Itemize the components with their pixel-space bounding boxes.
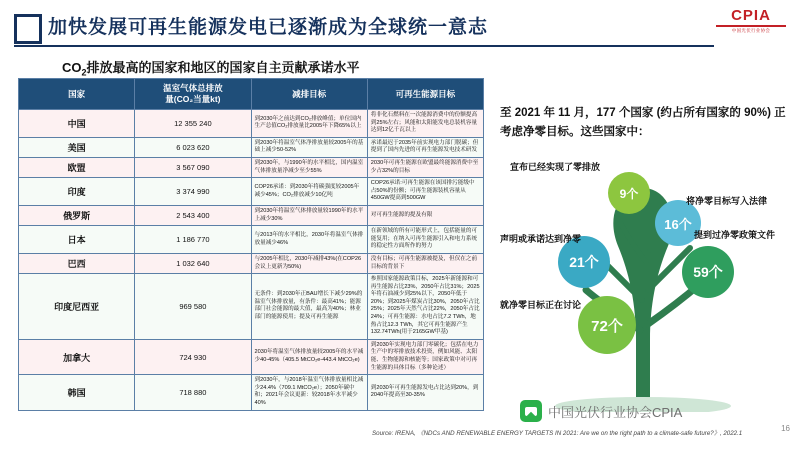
net-zero-tree-graphic bbox=[500, 150, 792, 412]
cell-cut: COP26承诺：到2030年将碳强度较2005年减少45%；CO₂排放减少10亿吨 bbox=[251, 178, 367, 206]
table-header-row bbox=[19, 79, 484, 110]
watermark-text: 中国光伏行业协会CPIA bbox=[548, 404, 683, 420]
cell-emissions: 12 355 240 bbox=[135, 110, 251, 138]
cell-country: 中国 bbox=[19, 110, 135, 138]
cell-renew: 承诺最迟于2035年前实现电力部门脱碳；但提到了国内先进的可再生能源发电技术研发 bbox=[367, 137, 483, 157]
col-emissions-l2: 量(CO₂当量kt) bbox=[165, 94, 221, 104]
table-title-post: 排放最高的国家和地区的国家自主贡献承诺水平 bbox=[86, 60, 360, 75]
cell-renew: 在新领域的所有可能形式上，包括能量的可能复用；在纳入可再生能源引入和电力系统的稳定性方面所作的努力 bbox=[367, 226, 483, 254]
cell-cut: 到2030年将温室气体净排放量较2005年的基础上减少50-52% bbox=[251, 137, 367, 157]
cell-renew: 2030年可再生能源在欧盟最终能源消费中至少占32%的目标 bbox=[367, 157, 483, 177]
table-row bbox=[19, 157, 484, 177]
col-renew-label: 可再生能源目标 bbox=[395, 88, 456, 99]
bubble-value: 9个 bbox=[619, 186, 639, 201]
table-body bbox=[19, 110, 484, 411]
cell-cut: 无条件：到2030年正BAU增长下减少29%的温室气体排放量，有条件：最高41%；能源部门社会能源的最大值，最高为40%；林业部门的能源使用；提及可再生能源 bbox=[251, 274, 367, 340]
cell-emissions: 718 880 bbox=[135, 375, 251, 410]
col-cut-label: 减排目标 bbox=[292, 88, 327, 99]
cell-country: 印度 bbox=[19, 178, 135, 206]
cell-emissions: 724 930 bbox=[135, 339, 251, 374]
logo-bar bbox=[716, 25, 786, 27]
table-row bbox=[19, 178, 484, 206]
bubble-value: 59个 bbox=[693, 264, 723, 280]
table-title-sub: 2 bbox=[81, 67, 87, 78]
bubble-under-discussion bbox=[578, 296, 636, 354]
bubble-declared-zero bbox=[608, 172, 650, 214]
cell-emissions: 6 023 620 bbox=[135, 137, 251, 157]
page-title: 加快发展可再生能源发电已逐渐成为全球统一意志 bbox=[48, 17, 489, 38]
cell-cut: 2030年将温室气体排放量较2005年的水平减少40-45%（405.5 MtCO₂e-443.4 MtCO₂e) bbox=[251, 339, 367, 374]
col-country bbox=[19, 79, 135, 110]
header-divider bbox=[14, 45, 714, 47]
cell-emissions: 1 032 640 bbox=[135, 253, 251, 273]
label-in-law: 将净零目标写入法律 bbox=[686, 196, 768, 206]
bubble-policy-doc bbox=[682, 246, 734, 298]
cell-renew: 没有目标；可再生能源被提及，但仅在之前目标的背景下 bbox=[367, 253, 483, 273]
slide-header bbox=[0, 0, 800, 52]
cell-country: 欧盟 bbox=[19, 157, 135, 177]
cell-cut: 到2030年将温室气体排放量较1990年的水平上减少30% bbox=[251, 205, 367, 225]
label-under-discussion: 就净零目标正在讨论 bbox=[500, 300, 582, 310]
cell-renew: 将非化石燃料在一次能源消费中的份额提高到25%左右；风能和太阳能发电总装机容量达到12亿千瓦以上 bbox=[367, 110, 483, 138]
logo-text: CPIA bbox=[731, 7, 771, 24]
bubble-value: 21个 bbox=[569, 254, 599, 270]
net-zero-note: 至 2021 年 11 月，177 个国家 (约占所有国家的 90%) 正考虑净零目标。这些国家中： bbox=[500, 107, 786, 138]
cell-renew: COP26承诺:可再生能源在该国排污能级中占50%的份额；可再生能源装机容量从450GW提高到500GW bbox=[367, 178, 483, 206]
cell-country: 印度尼西亚 bbox=[19, 274, 135, 340]
cell-cut: 与2013年的水平相比，2030年将温室气体排放量减少46% bbox=[251, 226, 367, 254]
cell-renew: 到2030年实现电力部门零碳化；包括在电力生产中的零排放技术投资，例如风能、太阳能、生物能源和核能等；国家政策中对可再生能源的具体目标（多种论述） bbox=[367, 339, 483, 374]
table-row bbox=[19, 339, 484, 374]
table-title bbox=[62, 57, 360, 78]
cell-cut: 到2030年之前达到CO₂排放峰值；单位国内生产总值CO₂排放量比2005年下降65%以上 bbox=[251, 110, 367, 138]
cell-emissions: 969 580 bbox=[135, 274, 251, 340]
table-row bbox=[19, 274, 484, 340]
label-pledged: 声明或承诺达到净零 bbox=[500, 234, 582, 244]
cell-renew: 对可再生能源的提及有限 bbox=[367, 205, 483, 225]
table-row bbox=[19, 226, 484, 254]
cell-cut: 与2005年相比，2030年减排43%(在COP26会议上更新为50%) bbox=[251, 253, 367, 273]
cell-cut: 到2030年，与1990年的水平相比，国内温室气体排放量净减少至少55% bbox=[251, 157, 367, 177]
col-emissions bbox=[135, 79, 251, 110]
cell-emissions: 1 186 770 bbox=[135, 226, 251, 254]
cell-country: 俄罗斯 bbox=[19, 205, 135, 225]
cell-country: 日本 bbox=[19, 226, 135, 254]
source-note: Source: IRENA, 《NDCs AND RENEWABLE ENERGY TARGETS IN 2021: Are we on the right path to a climate-safe future?》, 2022.1 bbox=[372, 430, 743, 437]
cell-renew: 到2030年可再生能源发电占比达到20%，到2040年提高至30-35% bbox=[367, 375, 483, 410]
table-row bbox=[19, 253, 484, 273]
cell-country: 美国 bbox=[19, 137, 135, 157]
table-row bbox=[19, 137, 484, 157]
cell-country: 巴西 bbox=[19, 253, 135, 273]
col-cut bbox=[251, 79, 367, 110]
bubble-value: 16个 bbox=[664, 216, 692, 232]
header-square-icon bbox=[14, 14, 42, 44]
cell-country: 韩国 bbox=[19, 375, 135, 410]
label-policy-doc: 提到过净零政策文件 bbox=[694, 230, 776, 240]
ndc-table bbox=[18, 78, 484, 411]
page-number: 16 bbox=[781, 424, 790, 433]
cpia-logo bbox=[714, 8, 788, 44]
col-country-label: 国家 bbox=[68, 88, 86, 99]
logo-subtitle: 中国光伏行业协会 bbox=[731, 28, 771, 33]
cell-emissions: 3 374 990 bbox=[135, 178, 251, 206]
wechat-icon bbox=[520, 400, 542, 422]
table-row bbox=[19, 375, 484, 410]
cell-emissions: 3 567 090 bbox=[135, 157, 251, 177]
cell-renew: 参照国家能源政策目标，2025年新能源和可再生能源占比23%，2050年占比31%；2025年将石油减少到25%以下，2050年低于20%；到2025年煤炭占比30%，2050年占比25%；2025年天然气占比22%，2050年占比24%；可再生能源：水电占比7.2 TWh，地热占比12.3 TWh，其它可再生能源产生132.74TWh(用于2165GW甲基) bbox=[367, 274, 483, 340]
wechat-watermark bbox=[520, 400, 682, 422]
bubble-value: 72个 bbox=[591, 317, 623, 335]
table-title-pre: CO bbox=[62, 60, 82, 75]
cell-country: 加拿大 bbox=[19, 339, 135, 374]
cell-cut: 到2030年，与2018年温室气体排放量相比减少24.4%（709.1 MtCO₂e）；2050年碳中和；2021年会议更新：较2018年水平减少40% bbox=[251, 375, 367, 410]
label-declared-zero: 宣布已经实现了零排放 bbox=[510, 162, 601, 172]
col-emissions-l1: 温室气体总排放 bbox=[163, 83, 223, 93]
cell-emissions: 2 543 400 bbox=[135, 205, 251, 225]
col-renew bbox=[367, 79, 483, 110]
table-row bbox=[19, 205, 484, 225]
table-row bbox=[19, 110, 484, 138]
